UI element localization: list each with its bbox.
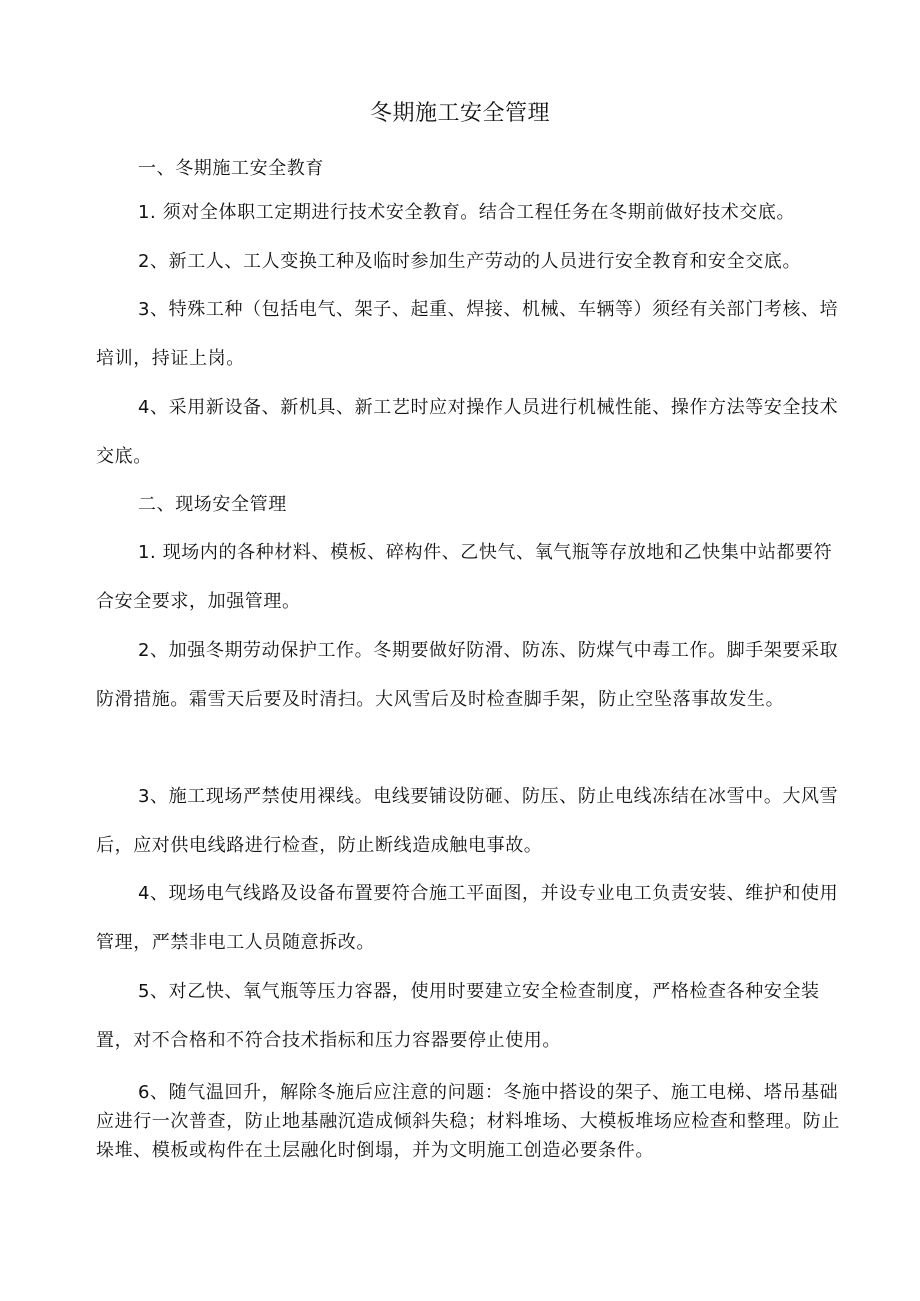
section-2-item-2: 2、加强冬期劳动保护工作。冬期要做好防滑、防冻、防煤气中毒工作。脚手架要采取防滑措施。霜雪天后要及时清扫。大风雪后及时检查脚手架，防止空坠落事故发生。 <box>96 640 839 710</box>
section-1-item-3: 3、特殊工种（包括电气、架子、起重、焊接、机械、车辆等）须经有关部门考核、培培训，持证上岗。 <box>96 299 839 369</box>
section-2-item-1: 1. 现场内的各种材料、模板、碎构件、乙快气、氧气瓶等存放地和乙快集中站都要符合安全要求，加强管理。 <box>96 542 833 612</box>
document-title: 冬期施工安全管理 <box>369 101 550 126</box>
section-2-heading: 二、现场安全管理 <box>138 494 287 515</box>
section-1-item-4: 4、采用新设备、新机具、新工艺时应对操作人员进行机械性能、操作方法等安全技术交底。 <box>96 397 839 467</box>
section-2-item-5: 5、对乙快、氧气瓶等压力容器，使用时要建立安全检查制度，严格检查各种安全装置，对不合格和不符合技术指标和压力容器要停止使用。 <box>96 981 820 1051</box>
section-2-item-6: 6、随气温回升，解除冬施后应注意的问题：冬施中搭设的架子、施工电梯、塔吊基础应进行一次普查，防止地基融沉造成倾斜失稳；材料堆场、大模板堆场应检查和整理。防止垛堆、模板或构件在土层融化时倒塌，并为文明施工创造必要条件。 <box>96 1082 840 1161</box>
section-2-item-3: 3、施工现场严禁使用裸线。电线要铺设防砸、防压、防止电线冻结在冰雪中。大风雪后，应对供电线路进行检查，防止断线造成触电事故。 <box>96 786 839 856</box>
section-2-item-4: 4、现场电气线路及设备布置要符合施工平面图，并设专业电工负责安装、维护和使用管理，严禁非电工人员随意拆改。 <box>96 883 839 953</box>
section-1-item-1: 1. 须对全体职工定期进行技术安全教育。结合工程任务在冬期前做好技术交底。 <box>138 202 796 223</box>
section-1-item-2: 2、新工人、工人变换工种及临时参加生产劳动的人员进行安全教育和安全交底。 <box>138 251 802 272</box>
section-1-heading: 一、冬期施工安全教育 <box>138 158 324 179</box>
